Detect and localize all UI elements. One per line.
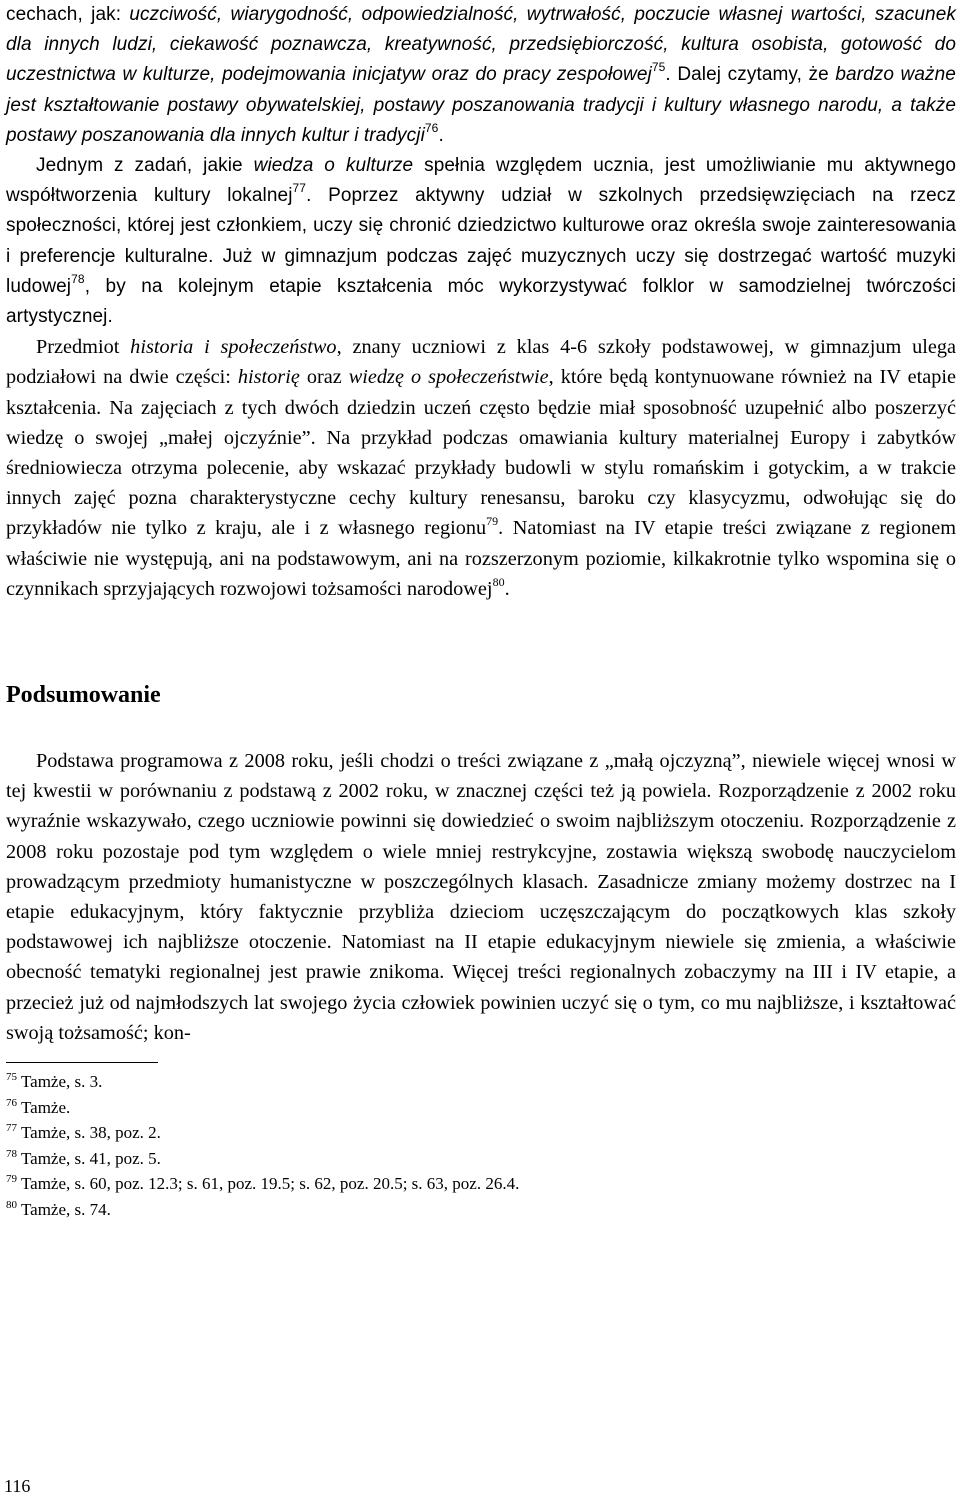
heading-spacer [6, 710, 956, 746]
footnote-text: Tamże, s. 41, poz. 5. [20, 1148, 161, 1168]
footnote-item [6, 1095, 956, 1121]
text-run: Przedmiot [36, 336, 131, 359]
footnote-divider [6, 1062, 158, 1063]
text-run: . Natomiast na IV etapie treści związane z regionem właściwie nie występują, ani na podstawowym, ani na rozszerzonym poziomie, kilkakrotnie tylko wspomina się o czynnikach sprzyjających rozwojowi tożsamości narodowej [6, 517, 957, 600]
text-run: . Poprzez aktywny udział w szkolnych przedsięwzięciach na rzecz społeczności, której jest członkiem, uczy się chronić dziedzictwo kulturowe oraz określa swoje zainteresowania i preferencje kulturalne. Już w gimnazjum podczas zajęć muzycznych uczy się dostrzegać wartość muzyki ludowej [6, 185, 956, 297]
section-spacer [6, 604, 956, 680]
footnote-ref-79: 79 [486, 514, 499, 529]
footnote-number: 77 [6, 1122, 17, 1135]
text-run: , znany uczniowi z klas 4-6 szkoły podstawowej, w gimnazjum ulega podziałowi na dwie części: [6, 336, 956, 389]
footnote-item [6, 1197, 956, 1223]
page-body [6, 0, 956, 1222]
text-run: . [438, 124, 444, 146]
footnote-text: Tamże, s. 74. [20, 1199, 111, 1219]
italic-term: historia i społeczeństwo [130, 336, 337, 359]
footnote-ref-80: 80 [492, 574, 505, 589]
summary-paragraph: Podstawa programowa z 2008 roku, jeśli chodzi o treści związane z „małą ojczyzną”, niewiele więcej wnosi w tej kwestii w porównaniu z podstawą z 2002 roku, w znacznej części też ją powiela. Rozporządzenie z 2002 roku wyraźnie wskazywało, czego uczniowie powinni się dowiedzieć o swoim najbliższym otoczeniu. Rozporządzenie z 2008 roku pozostaje pod tym względem o wiele mniej restrykcyjne, zostawia większą swobodę nauczycielom prowadzącym przedmioty humanistyczne w poszczególnych klasach. Zasadnicze zmiany możemy dostrzec na I etapie edukacyjnym, który faktycznie przybliża dzieciom uczęszczającym do początkowych klas szkoły podstawowej ich najbliższe otoczenie. Natomiast na II etapie edukacyjnym niewiele się zmienia, a właściwie obecność tematyki regionalnej jest prawie znikoma. Więcej treści regionalnych zobaczymy na III i IV etapie, a przecież już od najmłodszych lat swojego życia człowiek powinien uczyć się o tym, co mu najbliższe, i kształtować swoją tożsamość; kon- [6, 750, 956, 1044]
footnote-text: Tamże, s. 38, poz. 2. [20, 1123, 161, 1143]
footnote-text: Tamże, s. 60, poz. 12.3; s. 61, poz. 19.5; s. 62, poz. 20.5; s. 63, poz. 26.4. [20, 1174, 520, 1194]
italic-term: wiedzę o społeczeństwie [348, 366, 549, 389]
text-run: Jednym z zadań, jakie [36, 155, 254, 177]
footnote-item [6, 1120, 956, 1146]
section-heading: Podsumowanie [6, 682, 161, 709]
text-run: , by na kolejnym etapie kształcenia móc wykorzystywać folklor w samodzielnej twórczości artystycznej. [6, 275, 956, 328]
footnote-number: 78 [6, 1147, 17, 1160]
footnote-item [6, 1069, 956, 1095]
text-run: cechach, jak: [6, 4, 130, 25]
footnote-text: Tamże. [20, 1097, 71, 1117]
footnote-ref-77: 77 [292, 181, 307, 196]
continuation-paragraph [6, 0, 956, 151]
footnote-item [6, 1171, 956, 1197]
footnote-ref-75: 75 [651, 60, 666, 75]
wiedza-paragraph [6, 151, 956, 332]
footnote-number: 79 [6, 1173, 17, 1186]
footnote-number: 75 [6, 1071, 17, 1084]
text-run: oraz [299, 366, 349, 389]
footnote-text: Tamże, s. 3. [20, 1072, 103, 1092]
text-run: spełnia względem ucznia, jest umożliwianie mu aktywnego współtworzenia kultury lokalnej [6, 155, 957, 207]
italic-term: wiedza o kulturze [253, 155, 414, 177]
italic-quote: bardzo ważne jest kształtowanie postawy obywatelskiej, postawy poszanowania tradycji i kultury własnego narodu, a także postawy poszanowania dla innych kultur i tradycji [6, 64, 956, 146]
historia-paragraph [6, 332, 956, 604]
footnotes-list [6, 1069, 956, 1222]
footnote-number: 76 [6, 1096, 17, 1109]
footnote-item [6, 1146, 956, 1172]
text-run: . [504, 577, 510, 600]
italic-quote: uczciwość, wiarygodność, odpowiedzialność, wytrwałość, poczucie własnej wartości, szacunek dla innych ludzi, ciekawość poznawcza, kreatywność, przedsiębiorczość, kultura osobista, gotowość do uczestnictwa w kulturze, podejmowania inicjatyw oraz do pracy zespołowej [6, 4, 956, 86]
text-run: , które będą kontynuowane również na IV etapie kształcenia. Na zajęciach z tych dwóch dziedzin uczeń często będzie miał sposobność uzupełnić albo poszerzyć wiedzę o swojej „małej ojczyźnie”. Na przykład podczas omawiania kultury materialnej Europy i zabytków średniowiecza otrzyma polecenie, aby wskazać przykłady budowli w stylu romańskim i gotyckim, a w trakcie innych zajęć pozna charakterystyczne cechy kultury renesansu, baroku czy klasycyzmu, odwołując się do przykładów nie tylko z kraju, ale i z własnego regionu [6, 366, 956, 540]
footnote-number: 80 [6, 1198, 17, 1211]
footnote-ref-78: 78 [71, 271, 85, 286]
text-run: . Dalej czytamy, że [665, 64, 836, 86]
page-number: 116 [4, 1476, 31, 1496]
footnote-ref-76: 76 [424, 120, 439, 135]
italic-term: historię [237, 366, 300, 389]
